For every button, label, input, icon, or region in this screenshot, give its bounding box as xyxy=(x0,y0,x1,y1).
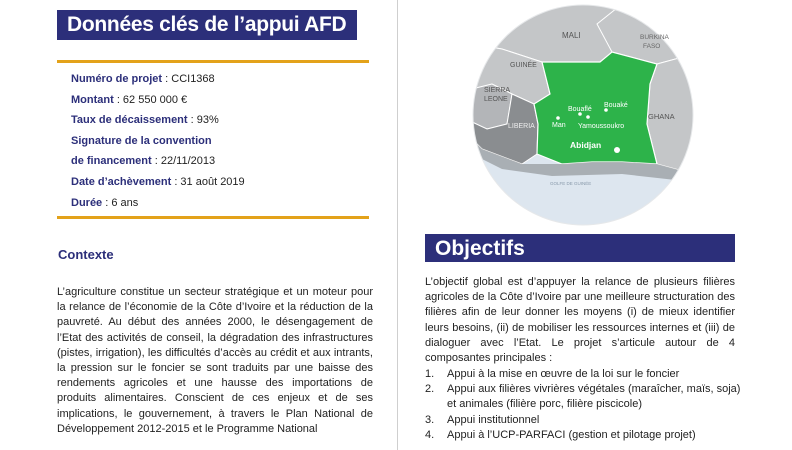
label-mali: MALI xyxy=(562,31,581,40)
key-data-row: Date d’achèvement : 31 août 2019 xyxy=(71,175,245,188)
label-bouake: Bouaké xyxy=(604,102,628,109)
label-man: Man xyxy=(552,122,566,129)
cote-divoire-map xyxy=(472,4,694,226)
label-ghana: GHANA xyxy=(648,112,675,121)
key-data-title: Données clés de l’appui AFD xyxy=(57,10,357,40)
key-data-row: Montant : 62 550 000 € xyxy=(71,93,188,106)
accent-rule-top xyxy=(57,60,369,63)
list-item: 3. Appui institutionnel xyxy=(425,413,540,426)
label-sea: GOLFE DE GUINÉE xyxy=(550,181,592,186)
label-guinee: GUINÉE xyxy=(510,62,537,69)
contexte-paragraph: L’agriculture constitue un secteur stratégique et un moteur pour la relance de l’économie de la Côte d’Ivoire et la réduction de la pauvreté. Au début des années 2000, le désengagement de l’Etat des activités de conseil, la dégradation des infrastructures (pistes, irrigation), les difficultés d’accès au crédit et aux intrants, la pression sur le foncier se sont traduits par une baisse des rendements agricoles et une hausse des importations de produits alimentaires. Conscient de ces enjeux et de ses implications, le gouvernement, à travers le Plan National de Développement 2012-2015 et le Programme National xyxy=(57,286,373,435)
label-sierra: SIERRA xyxy=(484,87,511,94)
list-item: 4. Appui à l’UCP-PARFACI (gestion et pilotage projet) xyxy=(425,428,696,441)
label-leone: LEONE xyxy=(484,96,508,103)
list-item: 2. Appui aux filières vivrières végétales (maraîcher, maïs, soja) et animales (filière porc, filière piscicole) xyxy=(425,383,741,411)
key-data-row: Durée : 6 ans xyxy=(71,196,139,209)
column-divider xyxy=(397,0,398,450)
label-burkina: BURKINA xyxy=(640,34,669,41)
key-data-row: Numéro de projet : CCI1368 xyxy=(71,73,215,85)
city-dot-man xyxy=(556,116,560,120)
objectifs-title: Objectifs xyxy=(425,234,735,262)
label-yamoussoukro: Yamoussoukro xyxy=(578,123,625,130)
key-data-list xyxy=(71,69,371,213)
accent-rule-bottom xyxy=(57,216,369,219)
label-bouafle: Bouaflé xyxy=(568,106,592,113)
list-item: 1. Appui à la mise en œuvre de la loi sur le foncier xyxy=(425,368,680,380)
key-data-row: Taux de décaissement : 93% xyxy=(71,114,219,127)
label-liberia: LIBERIA xyxy=(508,123,535,130)
contexte-heading: Contexte xyxy=(58,247,114,262)
city-dot-yamoussoukro xyxy=(586,115,590,119)
key-data-row: Signature de la convention xyxy=(71,134,212,147)
key-data-row: de financement : 22/11/2013 xyxy=(71,155,216,168)
label-faso: FASO xyxy=(643,43,661,50)
capital-dot-abidjan xyxy=(614,147,620,153)
components-list xyxy=(425,367,745,443)
objectifs-paragraph: L’objectif global est d’appuyer la relance de plusieurs filières agricoles de la Côte d’Ivoire par une meilleure structuration des filières afin de leur donner les moyens (i) de mieux identifier leurs besoins, (ii) de mobiliser les ressources internes et (iii) de dialoguer avec l’Etat. Le projet s’articule autour de 4 composantes principales : xyxy=(425,276,735,365)
label-abidjan: Abidjan xyxy=(570,140,602,150)
